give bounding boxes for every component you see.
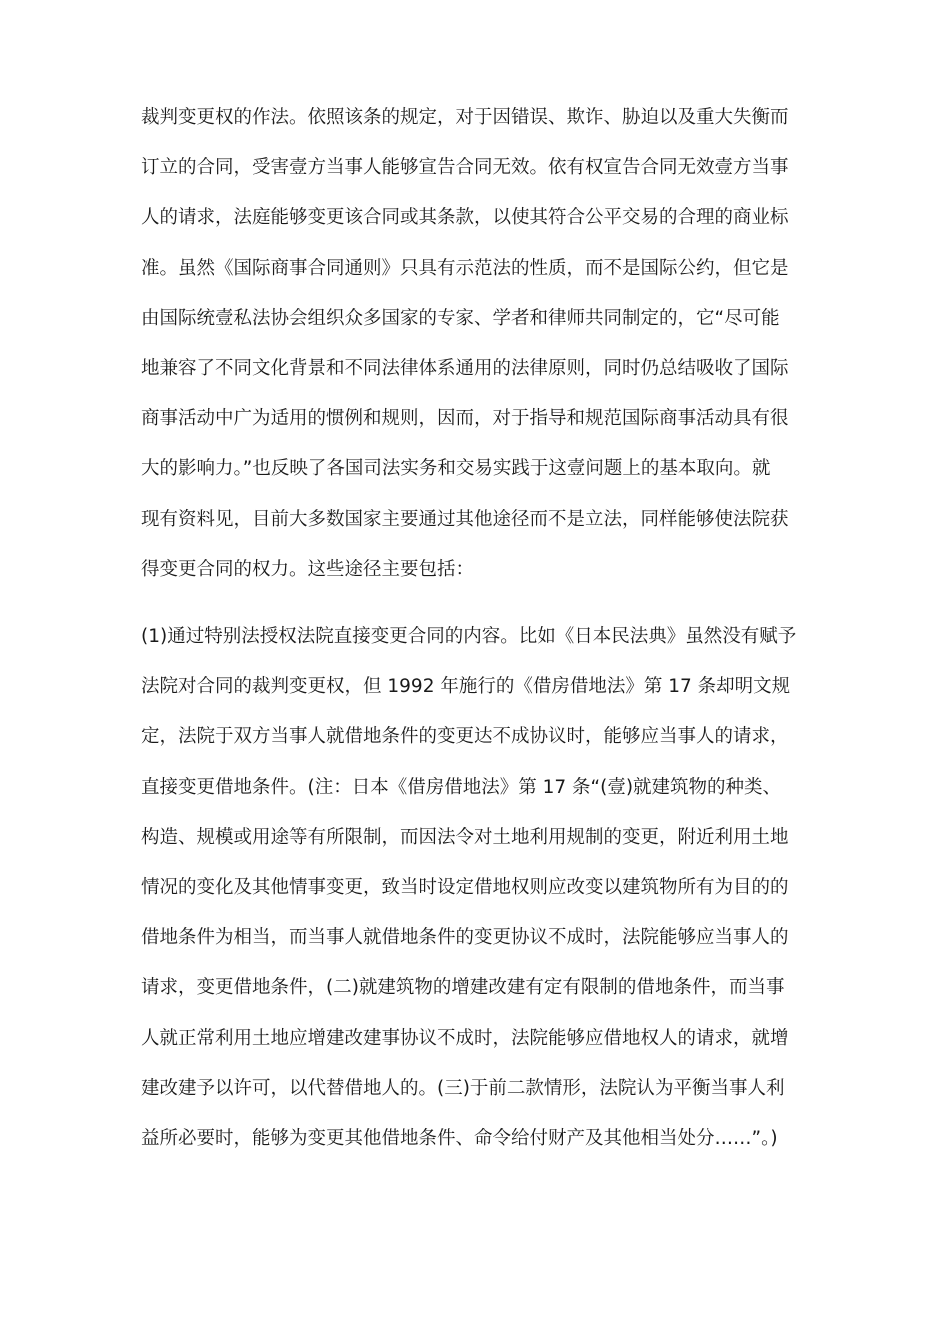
text-line: 法院对合同的裁判变更权，但 1992 年施行的《借房借地法》第 17 条却明文规 [141,676,791,698]
text-line: 构造、规模或用途等有所限制，而因法令对土地利用规制的变更，附近利用土地 [141,826,789,848]
text-line: 定，法院于双方当事人就借地条件的变更达不成协议时，能够应当事人的请求， [141,726,789,748]
text-line: 建改建予以许可，以代替借地人的。(三)于前二款情形，法院认为平衡当事人利 [141,1077,785,1099]
text-line: 益所必要时，能够为变更其他借地条件、命令给付财产及其他相当处分……”。) [141,1127,778,1149]
text-line: 人的请求，法庭能够变更该合同或其条款，以使其符合公平交易的合理的商业标 [141,207,789,229]
text-line: 订立的合同，受害壹方当事人能够宣告合同无效。依有权宣告合同无效壹方当事 [141,157,789,179]
text-line: 得变更合同的权力。这些途径主要包括： [141,558,475,580]
text-line: 人就正常利用土地应增建改建事协议不成时，法院能够应借地权人的请求，就增 [141,1027,789,1049]
text-line: (1)通过特别法授权法院直接变更合同的内容。比如《日本民法典》虽然没有赋予 [141,626,797,647]
text-line: 直接变更借地条件。(注：日本《借房借地法》第 17 条“(壹)就建筑物的种类、 [141,776,782,798]
text-line: 由国际统壹私法协会组织众多国家的专家、学者和律师共同制定的，它“尽可能 [141,307,780,329]
text-line: 商事活动中广为适用的惯例和规则，因而，对于指导和规范国际商事活动具有很 [141,408,789,430]
text-line: 情况的变化及其他情事变更，致当时设定借地权则应改变以建筑物所有为目的的 [141,876,789,898]
text-line: 大的影响力。”也反映了各国司法实务和交易实践于这壹问题上的基本取向。就 [141,458,771,480]
text-line: 现有资料见，目前大多数国家主要通过其他途径而不是立法，同样能够使法院获 [141,508,789,530]
paragraph-2 [141,612,821,1164]
text-line: 裁判变更权的作法。依照该条的规定，对于因错误、欺诈、胁迫以及重大失衡而 [141,107,789,128]
text-line: 借地条件为相当，而当事人就借地条件的变更协议不成时，法院能够应当事人的 [141,927,789,949]
paragraph-1 [141,93,821,595]
text-line: 准。虽然《国际商事合同通则》只具有示范法的性质，而不是国际公约，但它是 [141,257,789,279]
text-line: 请求，变更借地条件，(二)就建筑物的增建改建有定有限制的借地条件，而当事 [141,977,785,999]
text-line: 地兼容了不同文化背景和不同法律体系通用的法律原则，同时仍总结吸收了国际 [141,357,789,379]
